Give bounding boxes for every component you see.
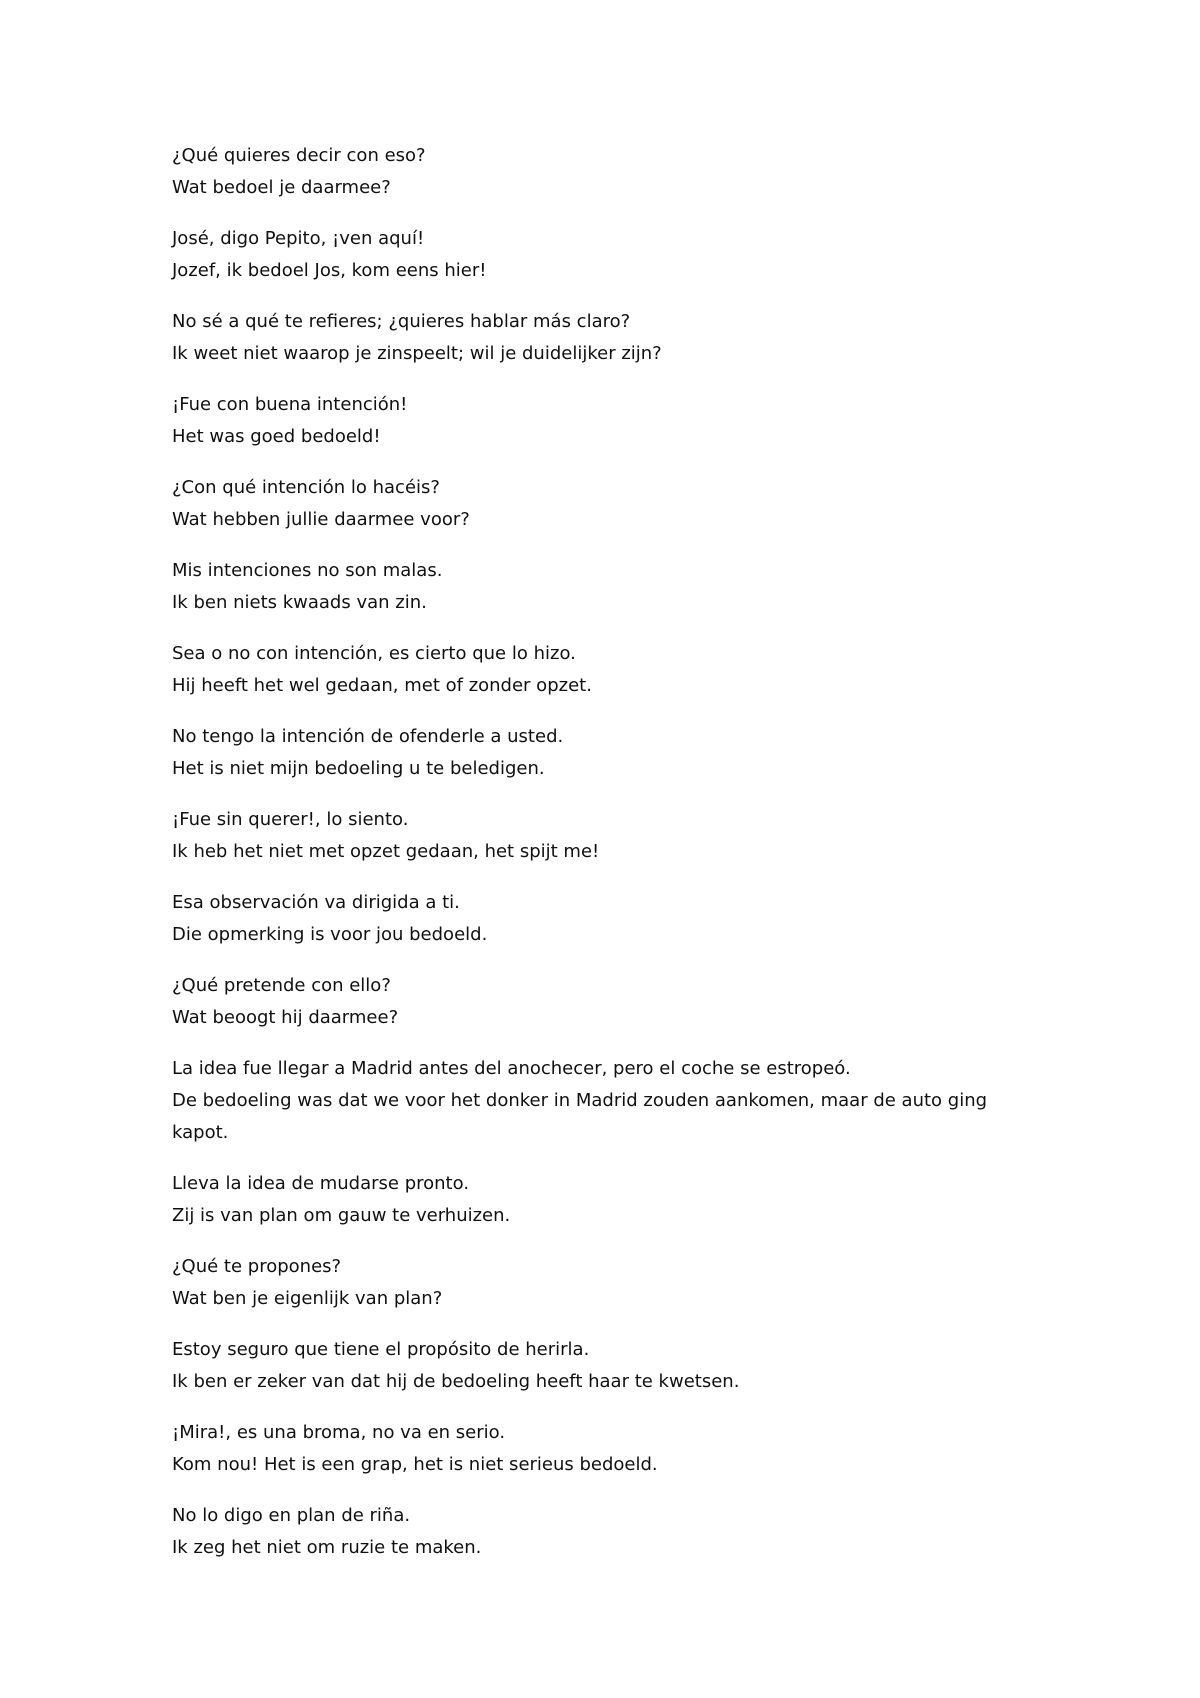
spanish-sentence: José, digo Pepito, ¡ven aquí! [172, 228, 425, 249]
dutch-translation: Ik zeg het niet om ruzie te maken. [172, 1537, 482, 1558]
sentence-pair [172, 638, 1032, 702]
spanish-sentence: ¡Fue con buena intención! [172, 394, 408, 415]
sentence-pair [172, 1500, 1032, 1564]
dutch-translation: Ik heb het niet met opzet gedaan, het spijt me! [172, 841, 600, 862]
dutch-translation: Die opmerking is voor jou bedoeld. [172, 924, 488, 945]
dutch-translation: Het is niet mijn bedoeling u te beledigen. [172, 758, 545, 779]
sentence-pair [172, 140, 1032, 204]
dutch-translation: Wat hebben jullie daarmee voor? [172, 509, 470, 530]
dutch-translation: Hij heeft het wel gedaan, met of zonder opzet. [172, 675, 592, 696]
sentence-pair [172, 804, 1032, 868]
dutch-translation: Zij is van plan om gauw te verhuizen. [172, 1205, 511, 1226]
dutch-translation: Ik ben niets kwaads van zin. [172, 592, 427, 613]
sentence-pair [172, 1168, 1032, 1232]
spanish-sentence: Lleva la idea de mudarse pronto. [172, 1173, 470, 1194]
dutch-translation: Het was goed bedoeld! [172, 426, 381, 447]
dutch-translation: De bedoeling was dat we voor het donker in Madrid zouden aankomen, maar de auto ging kapot. [172, 1090, 988, 1143]
dutch-translation: Wat beoogt hij daarmee? [172, 1007, 399, 1028]
spanish-sentence: La idea fue llegar a Madrid antes del anochecer, pero el coche se estropeó. [172, 1058, 851, 1079]
sentence-pair [172, 223, 1032, 287]
sentence-pair [172, 389, 1032, 453]
document-body [172, 140, 1032, 1583]
sentence-pair [172, 472, 1032, 536]
spanish-sentence: ¿Con qué intención lo hacéis? [172, 477, 440, 498]
sentence-pair [172, 1417, 1032, 1481]
spanish-sentence: ¿Qué quieres decir con eso? [172, 145, 426, 166]
sentence-pair [172, 721, 1032, 785]
spanish-sentence: ¿Qué pretende con ello? [172, 975, 391, 996]
spanish-sentence: Sea o no con intención, es cierto que lo hizo. [172, 643, 576, 664]
sentence-pair [172, 1251, 1032, 1315]
spanish-sentence: ¡Fue sin querer!, lo siento. [172, 809, 409, 830]
spanish-sentence: Estoy seguro que tiene el propósito de herirla. [172, 1339, 590, 1360]
sentence-pair [172, 1334, 1032, 1398]
sentence-pair [172, 306, 1032, 370]
dutch-translation: Wat ben je eigenlijk van plan? [172, 1288, 443, 1309]
sentence-pair [172, 555, 1032, 619]
spanish-sentence: No tengo la intención de ofenderle a usted. [172, 726, 564, 747]
sentence-pair [172, 970, 1032, 1034]
spanish-sentence: Esa observación va dirigida a ti. [172, 892, 460, 913]
dutch-translation: Jozef, ik bedoel Jos, kom eens hier! [172, 260, 487, 281]
dutch-translation: Ik ben er zeker van dat hij de bedoeling heeft haar te kwetsen. [172, 1371, 740, 1392]
sentence-pair [172, 1053, 1032, 1149]
dutch-translation: Kom nou! Het is een grap, het is niet serieus bedoeld. [172, 1454, 658, 1475]
spanish-sentence: Mis intenciones no son malas. [172, 560, 443, 581]
dutch-translation: Wat bedoel je daarmee? [172, 177, 391, 198]
spanish-sentence: ¿Qué te propones? [172, 1256, 342, 1277]
dutch-translation: Ik weet niet waarop je zinspeelt; wil je duidelijker zijn? [172, 343, 662, 364]
spanish-sentence: No sé a qué te refieres; ¿quieres hablar más claro? [172, 311, 631, 332]
spanish-sentence: ¡Mira!, es una broma, no va en serio. [172, 1422, 506, 1443]
spanish-sentence: No lo digo en plan de riña. [172, 1505, 411, 1526]
sentence-pair [172, 887, 1032, 951]
